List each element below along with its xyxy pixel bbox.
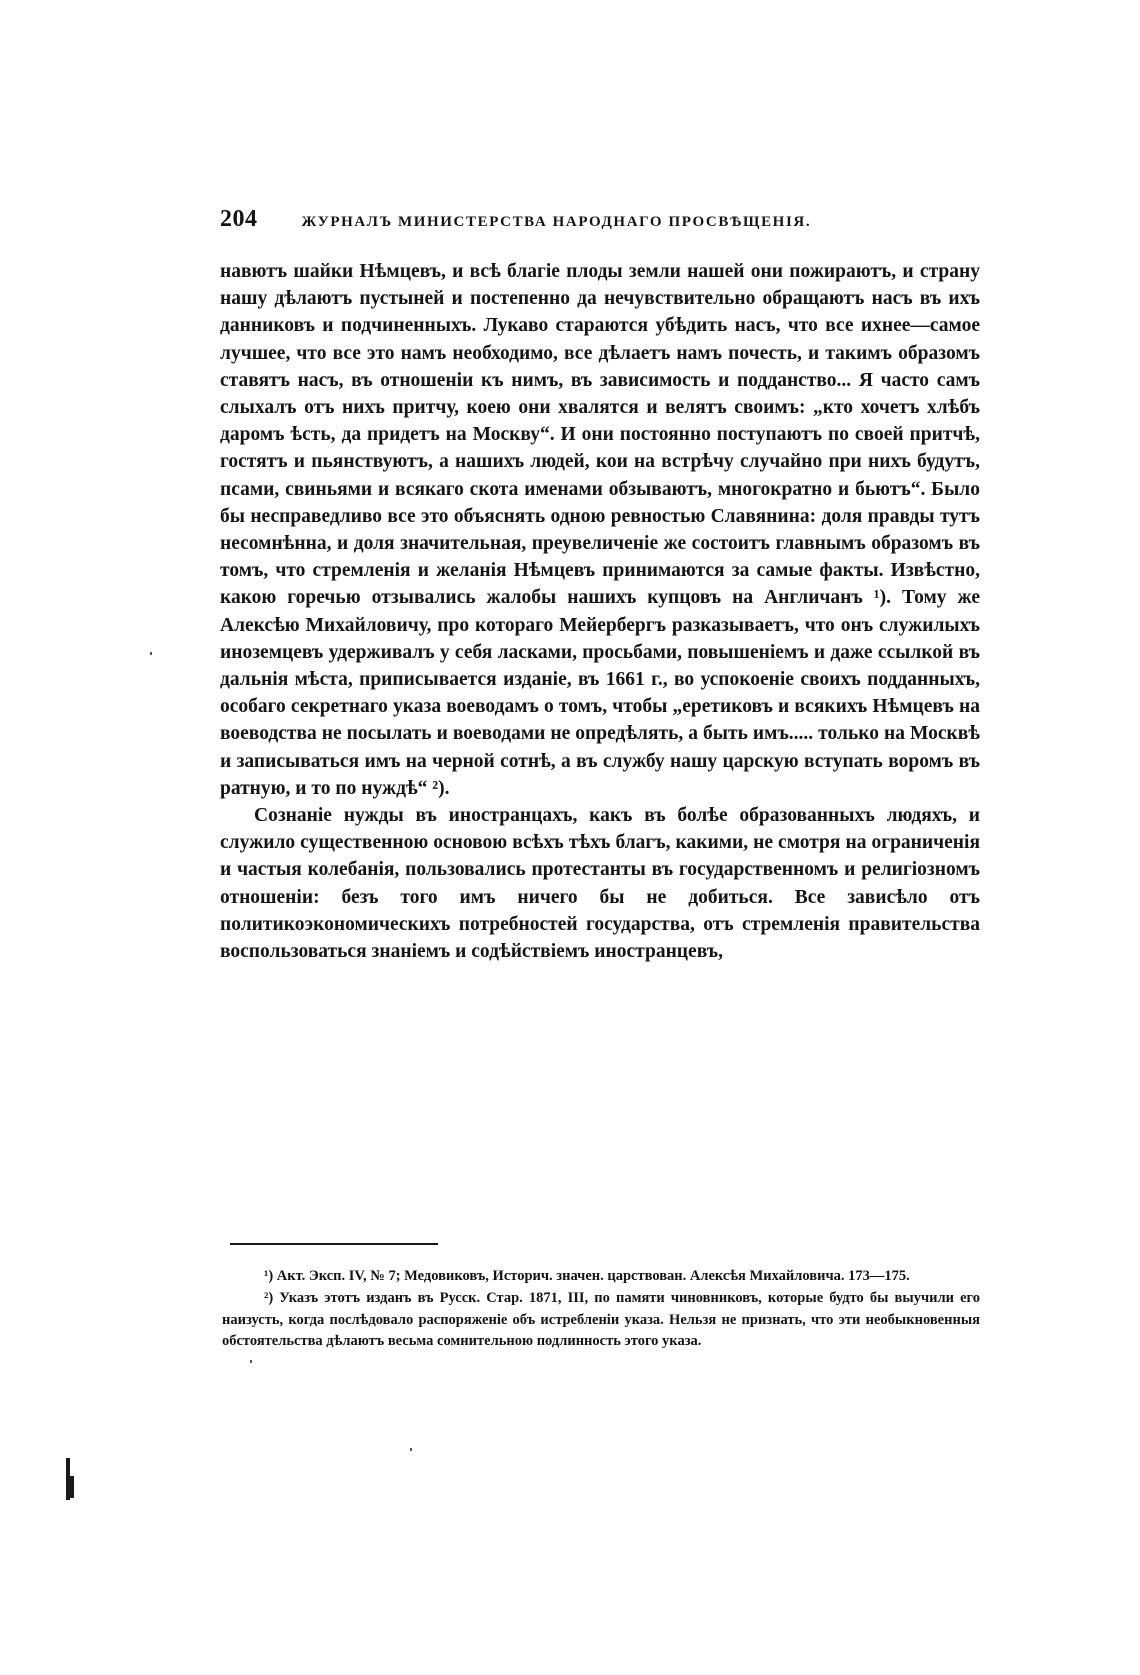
footnote-1: ¹) Акт. Эксп. IV, № 7; Медовиковъ, Историч. значен. царствован. Алексѣя Михайловича. 173—175. bbox=[264, 1268, 910, 1284]
paragraph-2: Сознаніе нужды въ иностранцахъ, какъ въ болѣе образованныхъ людяхъ, и служило существенною основою всѣхъ тѣхъ благъ, какими, не смотря на ограниченія и частыя колебанія, пользовались протестанты въ государственномъ и религіозномъ отношеніи: безъ того имъ ничего бы не добиться. Все зависѣло отъ политикоэкономическихъ потребностей государства, отъ стремленія правительства воспользоваться знаніемъ и содѣйствіемъ иностранцевъ, bbox=[220, 805, 980, 963]
paragraph-1: навютъ шайки Нѣмцевъ, и всѣ благіе плоды земли нашей они пожираютъ, и страну нашу дѣлаютъ пустыней и постепенно да нечувствительно обращаютъ насъ въ ихъ данниковъ и подчиненныхъ. Лукаво стараются убѣдить насъ, что все ихнее—самое лучшее, что все это намъ необходимо, все дѣлаетъ намъ почесть, и такимъ образомъ ставятъ насъ, въ отношеніи къ нимъ, въ зависимость и подданство... Я часто самъ слыхалъ отъ нихъ притчу, коею они хвалятся и велятъ своимъ: „кто хочетъ хлѣбъ даромъ ѣсть, да придетъ на Москву“. И они постоянно поступаютъ по своей притчѣ, гостятъ и пьянствуютъ, а нашихъ людей, кои на встрѣчу случайно при нихъ будутъ, псами, свиньями и всякаго скота именами обзываютъ, многократно и бьютъ“. Было бы несправедливо все это объяснять одною ревностью Славянина: доля правды тутъ несомнѣнна, и доля значительная, преувеличеніе же состоитъ главнымъ образомъ въ томъ, что стремленія и желанія Нѣмцевъ принимаются за самые факты. Извѣстно, какою горечью отзывались жалобы нашихъ купцовъ на Англичанъ ¹). Тому же Алексѣю Михайловичу, про котораго Мейербергъ разказываетъ, что онъ служилыхъ иноземцевъ удерживалъ у себя ласками, просьбами, повышеніемъ и даже ссылкой въ дальнія мѣста, приписывается изданіе, въ 1661 г., во успокоеніе своихъ подданныхъ, особаго секретнаго указа воеводамъ о томъ, чтобы „еретиковъ и всякихъ Нѣмцевъ на воеводства не посылать и воеводами не опредѣлять, а быть имъ..... только на Москвѣ и записываться имъ на черной сотнѣ, а въ службу нашу царскую вступать воромъ въ ратную, и то по нуждѣ“ ²). bbox=[220, 261, 980, 799]
footnotes bbox=[222, 1266, 980, 1353]
main-text bbox=[220, 258, 980, 965]
running-title: ЖУРНАЛЪ МИНИСТЕРСТВА НАРОДНАГО ПРОСВѢЩЕНІЯ. bbox=[301, 214, 812, 230]
scan-speck bbox=[150, 652, 152, 655]
margin-scan-mark bbox=[66, 1458, 70, 1500]
scan-speck bbox=[410, 1448, 412, 1451]
footnote-2: ²) Указъ этотъ изданъ въ Русск. Стар. 1871, III, по памяти чиновниковъ, которые будто бы выучили его наизусть, когда послѣдовало распоряженіе объ истребленіи указа. Нельзя не признать, что эти необыкновенныя обстоятельства дѣлаютъ весьма сомнительною подлинность этого указа. bbox=[222, 1289, 980, 1350]
scan-speck bbox=[250, 1360, 252, 1363]
page-header bbox=[220, 206, 985, 240]
page-number: 204 bbox=[220, 206, 258, 232]
footnote-separator bbox=[230, 1243, 438, 1245]
